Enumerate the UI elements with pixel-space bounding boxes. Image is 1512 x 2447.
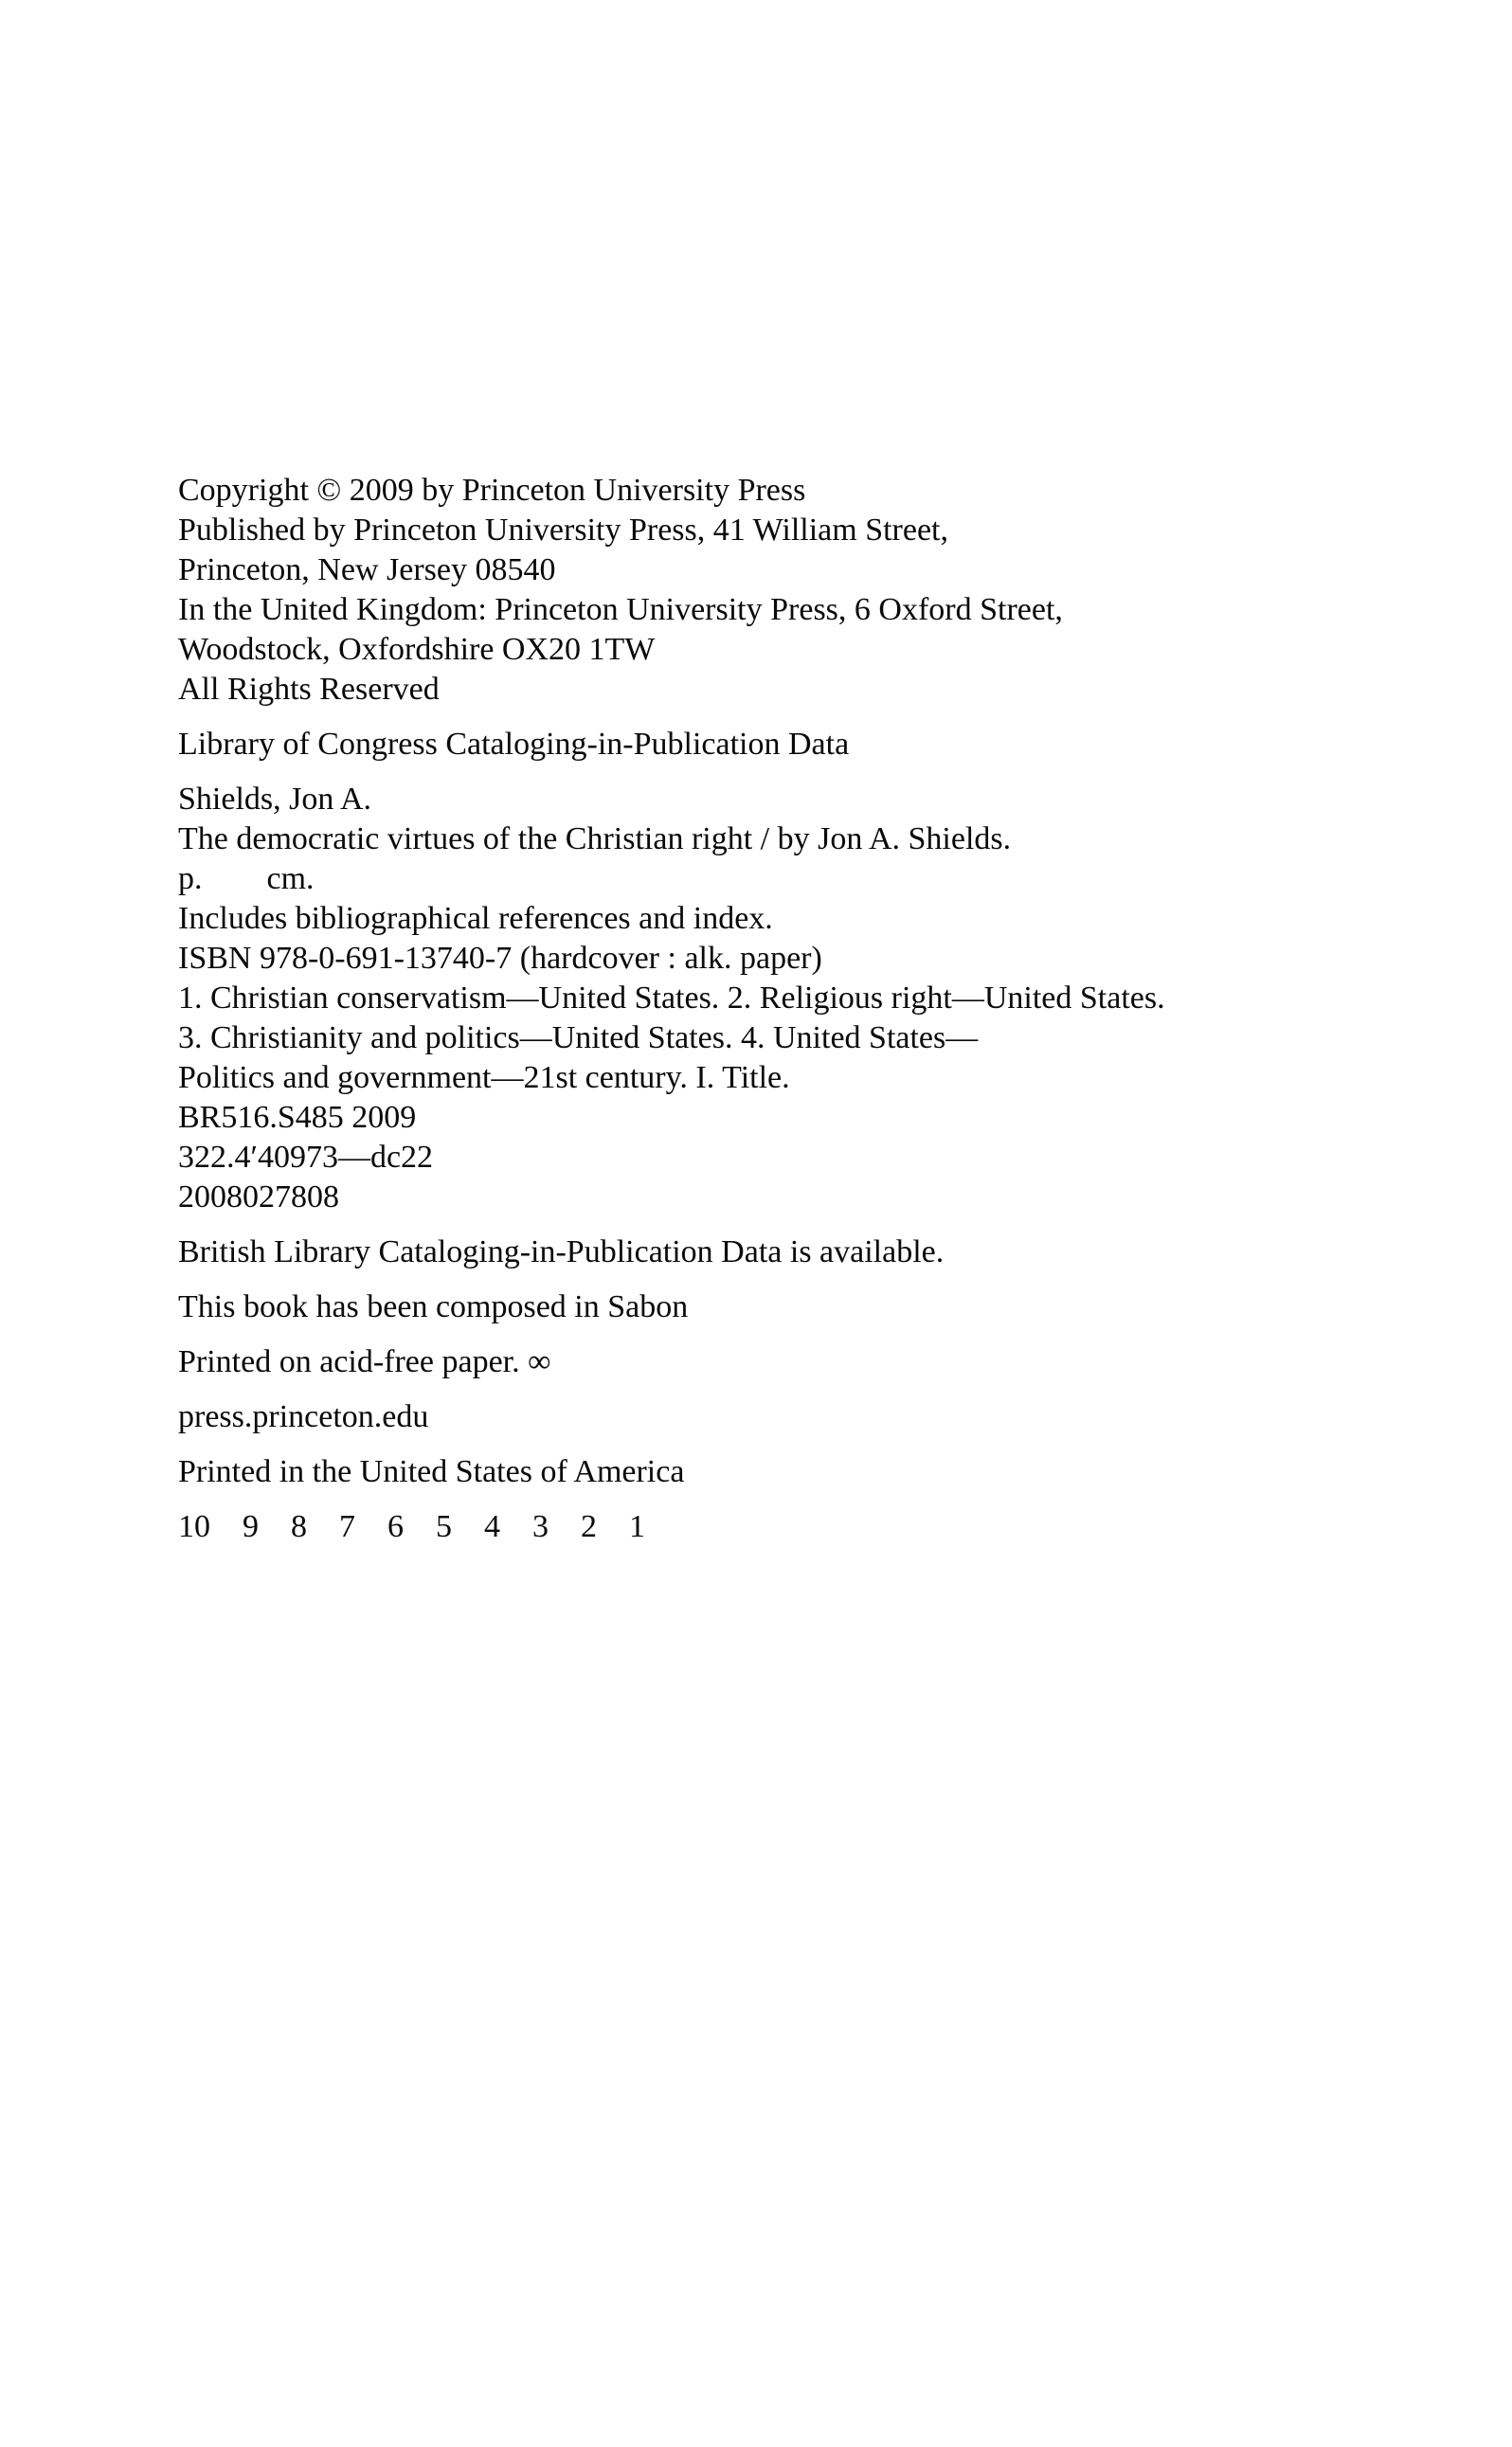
line-subjects-1-2: 1. Christian conservatism—United States. 2. Religious right—United States. <box>178 981 1165 1016</box>
line-lc-call-number: BR516.S485 2009 <box>178 1100 417 1135</box>
loc-heading-block <box>178 725 1448 765</box>
line-dewey-number: 322.4′40973—dc22 <box>178 1140 434 1175</box>
line-subjects-3-4: 3. Christianity and politics—United States. 4. United States— <box>178 1020 979 1055</box>
line-acid-free-note: Printed on acid-free paper. ∞ <box>178 1344 551 1379</box>
line-printed-in: Printed in the United States of America <box>178 1454 685 1489</box>
imprint-block <box>178 471 1448 710</box>
line-copyright-notice: Copyright © 2009 by Princeton University Press <box>178 473 806 508</box>
line-uk-address: Woodstock, Oxfordshire OX20 1TW <box>178 632 656 667</box>
line-subject-continued-title: Politics and government—21st century. I. Title. <box>178 1060 790 1095</box>
british-library-block <box>178 1232 1448 1272</box>
line-uk-publisher: In the United Kingdom: Princeton University Press, 6 Oxford Street, <box>178 592 1063 627</box>
line-printing-numbers: 10 9 8 7 6 5 4 3 2 1 <box>178 1509 645 1544</box>
website-block <box>178 1397 1448 1437</box>
line-publisher-address: Princeton, New Jersey 08540 <box>178 552 556 587</box>
typeface-block <box>178 1287 1448 1327</box>
line-bibliography-note: Includes bibliographical references and index. <box>178 901 773 936</box>
line-author-entry: Shields, Jon A. <box>178 782 372 817</box>
copyright-text-block <box>178 471 1448 1547</box>
line-pagination: p. cm. <box>178 861 315 896</box>
acid-free-paper-block <box>178 1342 1448 1382</box>
line-lccn: 2008027808 <box>178 1179 339 1215</box>
printed-in-block <box>178 1452 1448 1492</box>
loc-cip-heading: Library of Congress Cataloging-in-Publication Data <box>178 727 850 762</box>
line-title-statement: The democratic virtues of the Christian right / by Jon A. Shields. <box>178 821 1012 856</box>
line-british-library-note: British Library Cataloging-in-Publication Data is available. <box>178 1234 945 1269</box>
printing-numbers-block <box>178 1507 1448 1547</box>
line-typeface-note: This book has been composed in Sabon <box>178 1289 689 1324</box>
line-all-rights-reserved: All Rights Reserved <box>178 672 440 707</box>
line-published-by: Published by Princeton University Press, 41 William Street, <box>178 513 948 548</box>
loc-cip-record-block <box>178 780 1448 1217</box>
line-isbn: ISBN 978-0-691-13740-7 (hardcover : alk. paper) <box>178 941 822 976</box>
line-publisher-website: press.princeton.edu <box>178 1399 429 1434</box>
